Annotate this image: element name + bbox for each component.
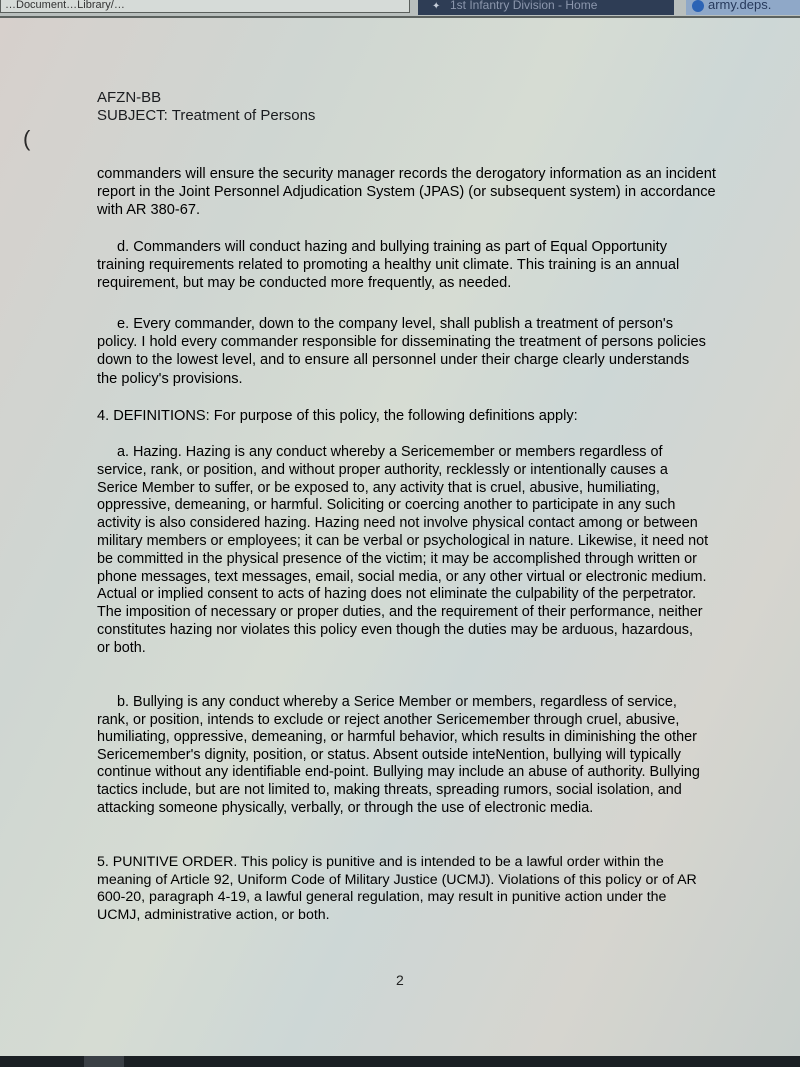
- paragraph-3e: e. Every commander, down to the company level, shall publish a treatment of person's policy. I hold every commander responsible for disseminating the treatment of persons policies down to the lowest level, and to ensure all personnel under their charge clearly understands the policy's provisions.: [97, 316, 706, 387]
- site-favicon-icon: ✦: [432, 1, 441, 12]
- paragraph-3d: d. Commanders will conduct hazing and bullying training as part of Equal Opportunity training requirements related to promoting a healthy unit climate. This training is an annual requirement, but may be conducted more frequently, as needed.: [97, 239, 680, 291]
- definition-hazing: a. Hazing. Hazing is any conduct whereby a Sericemember or members regardless of service, rank, or position, and without proper authority, recklessly or intentionally causes a Serice Member to suffer, or be exposed to, any activity that is cruel, abusive, humiliating, oppressive, demeaning, or harmful. Soliciting or coercing another to participate in any such activity is also considered hazing. Hazing need not involve physical contact among or between military members or employees; it can be verbal or psychological in nature. Likewise, it need not be committed in the physical presence of the victim; it may be accomplished through written or phone messages, text messages, email, social media, or any other virtual or electronic medium. Actual or implied consent to acts of hazing does not eliminate the culpability of the perpetrator. The imposition of necessary or proper duties, and the requirement of their performance, neither constitutes hazing nor violates this policy even though the duties may be arduous, hazardous, or both.: [97, 444, 709, 656]
- browser-tab[interactable]: [686, 0, 800, 15]
- paragraph-continuation: commanders will ensure the security manager records the derogatory information as an incident report in the Joint Personnel Adjudication System (JPAS) (or subsequent system) in accordance with AR 380-67.: [97, 166, 716, 218]
- browser-tab-active[interactable]: [418, 0, 674, 15]
- browser-e-icon: [692, 0, 704, 12]
- margin-mark: (: [23, 126, 31, 151]
- office-symbol: AFZN-BB: [97, 89, 162, 106]
- taskbar-edge: [0, 1056, 800, 1067]
- document-page: [0, 18, 800, 1056]
- section-4-definitions: 4. DEFINITIONS: For purpose of this policy, the following definitions apply:: [97, 408, 578, 424]
- tab-label: army.deps.: [708, 0, 772, 12]
- taskbar-segment: [84, 1056, 124, 1067]
- section-5-punitive-order: 5. PUNITIVE ORDER. This policy is punitive and is intended to be a lawful order within the meaning of Article 92, Uniform Code of Military Justice (UCMJ). Violations of this policy or of AR 600-20, paragraph 4-19, a lawful general regulation, may result in punitive action under the UCMJ, administrative action, or both.: [97, 854, 697, 923]
- definition-bullying: b. Bullying is any conduct whereby a Serice Member or members, regardless of service, rank, or position, intends to exclude or reject another Sericemember through cruel, abusive, humiliating, oppressive, demeaning, or harmful behavior, which results in diminishing the other Sericemember's dignity, position, or status. Absent outside inteNention, bullying will typically continue without any identifiable end-point. Bullying may include an abuse of authority. Bullying tactics include, but are not limited to, making threats, spreading rumors, social isolation, and attacking someone physically, verbally, or through the use of electronic media.: [97, 694, 700, 816]
- page-number: 2: [396, 972, 404, 988]
- address-bar[interactable]: …Document…Library/…: [0, 0, 410, 13]
- tab-label: 1st Infantry Division - Home: [450, 0, 598, 12]
- subject-line: SUBJECT: Treatment of Persons: [97, 107, 316, 124]
- browser-top-bar: [0, 0, 800, 18]
